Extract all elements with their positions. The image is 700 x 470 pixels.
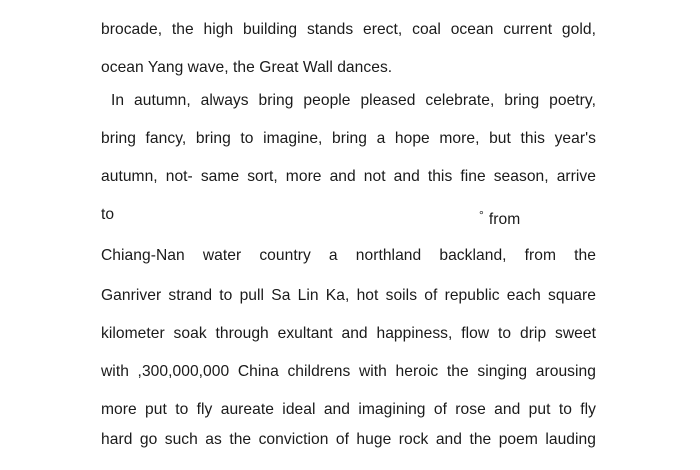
text-line-11: hard go such as the conviction of huge rock and the poem lauding [101, 431, 596, 448]
text-line-6: Chiang-Nan water country a northland backland, from the [101, 247, 596, 264]
text-line-4: bring fancy, bring to imagine, bring a hope more, but this year's [101, 130, 596, 147]
text-line-cut-top [101, 0, 596, 8]
text-line-gap [101, 205, 596, 228]
text-line-9: with ,300,000,000 China childrens with heroic the singing arousing [101, 363, 596, 380]
degree-mark: ° [479, 208, 484, 222]
text-line-1: brocade, the high building stands erect, coal ocean current gold, [101, 21, 596, 38]
text-line-5: autumn, not- same sort, more and not and this fine season, arrive [101, 168, 596, 185]
text-line-8: kilometer soak through exultant and happiness, flow to drip sweet [101, 325, 596, 342]
gap-left-text: to [101, 206, 115, 223]
text-line-7: Ganriver strand to pull Sa Lin Ka, hot soils of republic each square [101, 287, 596, 304]
text-line-cut-top-content [101, 0, 105, 6]
text-line-2: ocean Yang wave, the Great Wall dances. [101, 59, 393, 76]
gap-right-group [479, 205, 520, 230]
text-line-10: more put to fly aureate ideal and imagining of rose and put to fly [101, 401, 596, 418]
paragraph-start-line: In autumn, always bring people pleased celebrate, bring poetry, [111, 92, 596, 109]
gap-right-text: from [488, 211, 521, 228]
